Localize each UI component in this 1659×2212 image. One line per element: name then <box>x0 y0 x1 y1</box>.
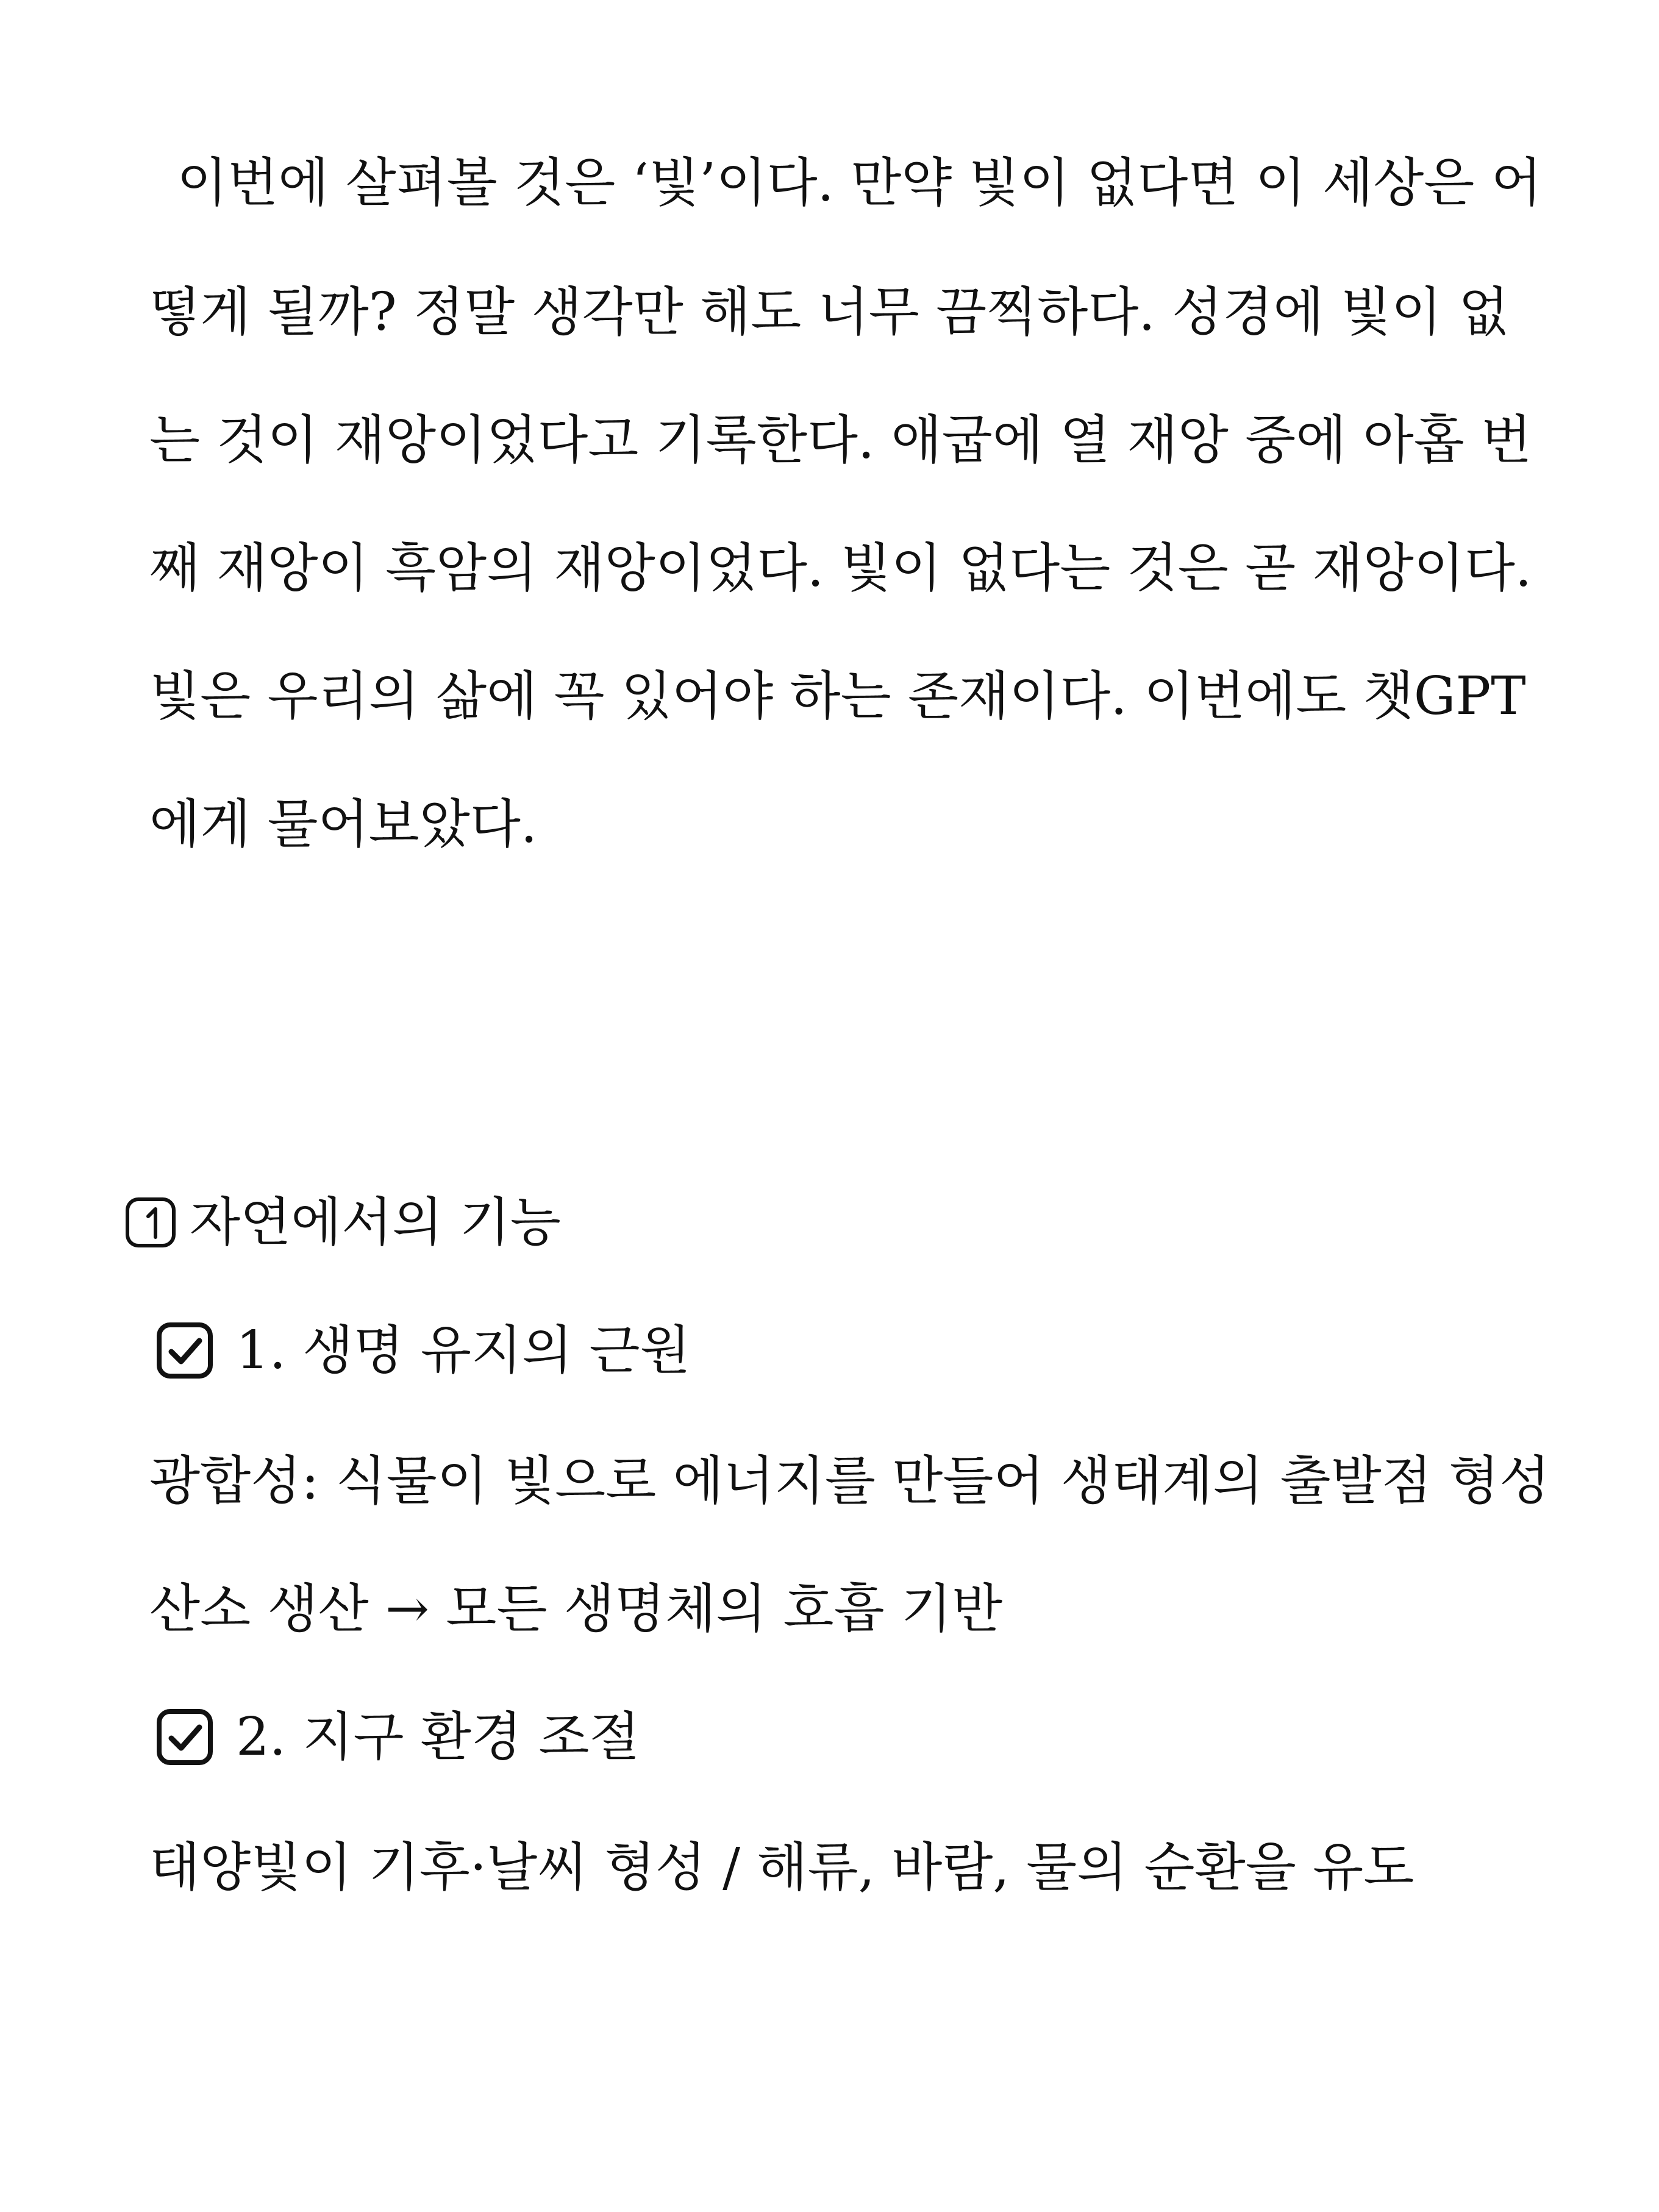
item-heading-2 <box>155 1704 640 1771</box>
section-title: 자연에서의 기능 <box>190 1192 561 1253</box>
intro-line-3: 는 것이 재앙이었다고 기록한다. 애굽에 열 재앙 중에 아홉 번 <box>149 410 1532 471</box>
intro-line-4: 째 재앙이 흑암의 재앙이었다. 빛이 없다는 것은 곧 재앙이다. <box>149 538 1532 599</box>
item-1-detail-2: 산소 생산 → 모든 생명체의 호흡 기반 <box>149 1579 1003 1639</box>
item-heading-text: 2. 지구 환경 조절 <box>236 1707 640 1768</box>
intro-line-6: 에게 물어보았다. <box>149 794 538 855</box>
item-2-detail-1: 태양빛이 기후·날씨 형성 / 해류, 바람, 물의 순환을 유도 <box>149 1837 1415 1898</box>
item-heading-1 <box>155 1317 691 1384</box>
item-1-detail-1: 광합성: 식물이 빛으로 에너지를 만들어 생태계의 출발점 형성 <box>149 1450 1550 1511</box>
intro-line-2: 떻게 될까? 정말 생각만 해도 너무 끔찍하다. 성경에 빛이 없 <box>149 282 1510 343</box>
section-heading <box>125 1189 561 1256</box>
item-heading-text: 1. 생명 유지의 근원 <box>236 1320 691 1381</box>
keycap-1-icon <box>125 1197 176 1248</box>
intro-line-1: 이번에 살펴볼 것은 ‘빛’이다. 만약 빛이 없다면 이 세상은 어 <box>177 152 1542 213</box>
check-box-icon <box>155 1321 214 1380</box>
intro-line-5: 빛은 우리의 삶에 꼭 있어야 하는 존재이다. 이번에도 챗GPT <box>149 666 1526 727</box>
check-box-icon <box>155 1708 214 1766</box>
